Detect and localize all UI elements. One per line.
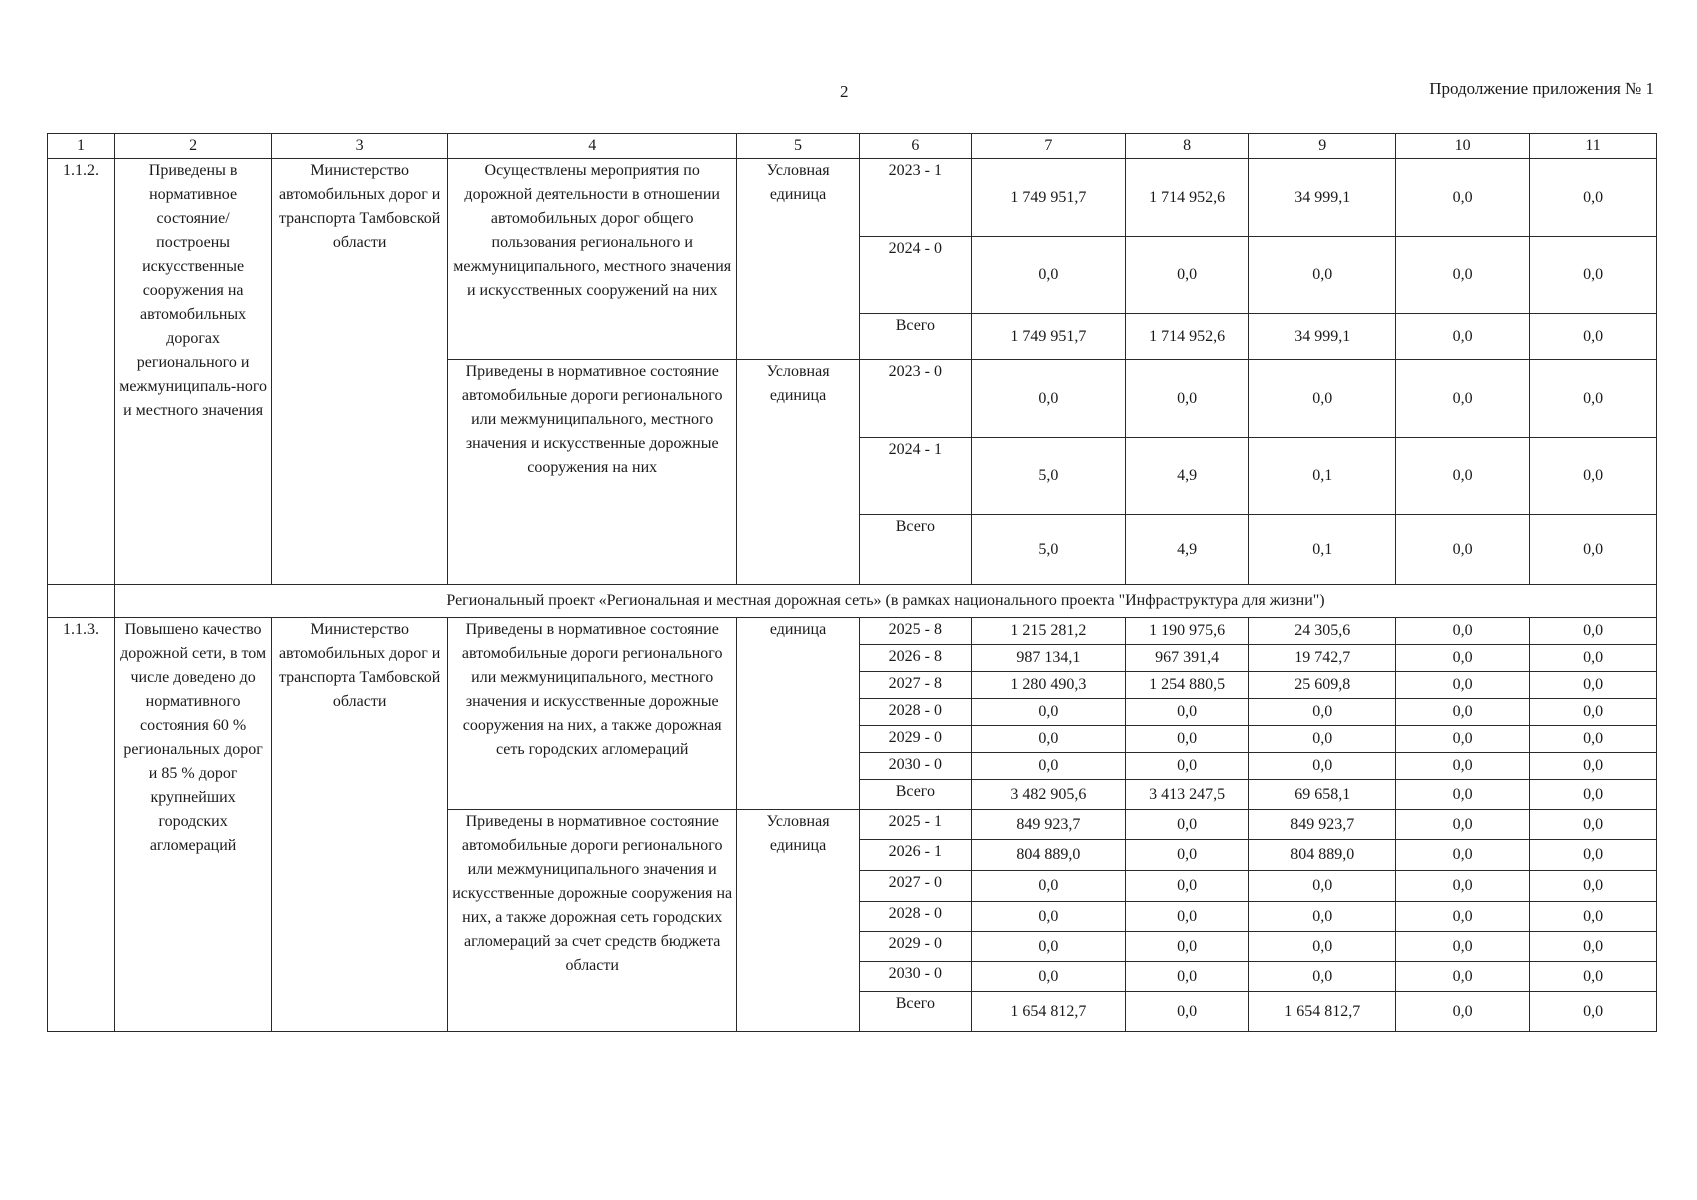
item-number: 1.1.2. — [48, 159, 115, 585]
column-header: 11 — [1530, 134, 1657, 159]
year-value-cell: 2030 - 0 — [859, 753, 971, 780]
column-header: 7 — [971, 134, 1125, 159]
amount-cell-c8: 4,9 — [1125, 515, 1249, 585]
column-header: 9 — [1249, 134, 1396, 159]
amount-cell-c7: 1 749 951,7 — [971, 314, 1125, 360]
amount-cell-c11: 0,0 — [1530, 871, 1657, 902]
amount-cell-c8: 0,0 — [1125, 962, 1249, 992]
amount-cell-c8: 1 254 880,5 — [1125, 672, 1249, 699]
amount-cell-c8: 967 391,4 — [1125, 645, 1249, 672]
amount-cell-c9: 34 999,1 — [1249, 159, 1396, 237]
amount-cell-c11: 0,0 — [1530, 753, 1657, 780]
column-header: 5 — [737, 134, 860, 159]
amount-cell-c10: 0,0 — [1396, 962, 1530, 992]
amount-cell-c8: 3 413 247,5 — [1125, 780, 1249, 810]
amount-cell-c11: 0,0 — [1530, 932, 1657, 962]
amount-cell-c11: 0,0 — [1530, 962, 1657, 992]
amount-cell-c8: 0,0 — [1125, 699, 1249, 726]
amount-cell-c11: 0,0 — [1530, 159, 1657, 237]
amount-cell-c7: 849 923,7 — [971, 810, 1125, 840]
amount-cell-c9: 34 999,1 — [1249, 314, 1396, 360]
year-value-cell: 2029 - 0 — [859, 932, 971, 962]
amount-cell-c11: 0,0 — [1530, 645, 1657, 672]
executor-cell: Министерство автомобильных дорог и транспорта Тамбовской области — [272, 618, 448, 1032]
amount-cell-c11: 0,0 — [1530, 810, 1657, 840]
amount-cell-c11: 0,0 — [1530, 438, 1657, 515]
amount-cell-c8: 1 190 975,6 — [1125, 618, 1249, 645]
amount-cell-c8: 0,0 — [1125, 932, 1249, 962]
amount-cell-c9: 0,0 — [1249, 871, 1396, 902]
amount-cell-c9: 69 658,1 — [1249, 780, 1396, 810]
amount-cell-c7: 1 654 812,7 — [971, 992, 1125, 1032]
amount-cell-c8: 0,0 — [1125, 992, 1249, 1032]
amount-cell-c10: 0,0 — [1396, 780, 1530, 810]
amount-cell-c8: 0,0 — [1125, 902, 1249, 932]
year-value-cell: 2024 - 0 — [859, 237, 971, 314]
executor-cell: Министерство автомобильных дорог и транспорта Тамбовской области — [272, 159, 448, 585]
amount-cell-c9: 849 923,7 — [1249, 810, 1396, 840]
amount-cell-c10: 0,0 — [1396, 699, 1530, 726]
column-numbers-row — [48, 134, 1657, 159]
amount-cell-c11: 0,0 — [1530, 672, 1657, 699]
amount-cell-c9: 804 889,0 — [1249, 840, 1396, 871]
project-title: Региональный проект «Региональная и местная дорожная сеть» (в рамках национального проекта "Инфраструктура для жизни") — [115, 585, 1657, 618]
column-header: 8 — [1125, 134, 1249, 159]
indicator-name: Приведены в нормативное состояние автомобильные дороги регионального или межмуниципального, местного значения и искусственные дорожные сооружения на них — [448, 360, 737, 585]
column-header: 3 — [272, 134, 448, 159]
year-value-cell: 2026 - 1 — [859, 840, 971, 871]
amount-cell-c9: 24 305,6 — [1249, 618, 1396, 645]
year-value-cell: 2027 - 8 — [859, 672, 971, 699]
result-description: Повышено качество дорожной сети, в том числе доведено до нормативного состояния 60 % региональных дорог и 85 % дорог крупнейших городских агломераций — [115, 618, 272, 1032]
unit-cell: Условная единица — [737, 360, 860, 585]
amount-cell-c8: 0,0 — [1125, 360, 1249, 438]
year-value-cell: 2028 - 0 — [859, 699, 971, 726]
amount-cell-c11: 0,0 — [1530, 360, 1657, 438]
amount-cell-c9: 19 742,7 — [1249, 645, 1396, 672]
amount-cell-c8: 0,0 — [1125, 871, 1249, 902]
amount-cell-c9: 0,0 — [1249, 360, 1396, 438]
amount-cell-c9: 0,0 — [1249, 726, 1396, 753]
amount-cell-c8: 0,0 — [1125, 840, 1249, 871]
amount-cell-c10: 0,0 — [1396, 360, 1530, 438]
amount-cell-c9: 0,0 — [1249, 237, 1396, 314]
table-row — [48, 159, 1657, 237]
amount-cell-c7: 1 215 281,2 — [971, 618, 1125, 645]
amount-cell-c10: 0,0 — [1396, 645, 1530, 672]
year-value-cell: 2023 - 1 — [859, 159, 971, 237]
amount-cell-c10: 0,0 — [1396, 159, 1530, 237]
year-value-cell: 2025 - 8 — [859, 618, 971, 645]
year-value-cell: 2025 - 1 — [859, 810, 971, 840]
amount-cell-c9: 0,0 — [1249, 699, 1396, 726]
amount-cell-c9: 0,1 — [1249, 438, 1396, 515]
amount-cell-c7: 987 134,1 — [971, 645, 1125, 672]
amount-cell-c8: 0,0 — [1125, 810, 1249, 840]
amount-cell-c10: 0,0 — [1396, 871, 1530, 902]
unit-cell: Условная единица — [737, 810, 860, 1032]
continuation-label: Продолжение приложения № 1 — [1429, 79, 1654, 98]
amount-cell-c11: 0,0 — [1530, 780, 1657, 810]
amount-cell-c9: 0,1 — [1249, 515, 1396, 585]
amount-cell-c7: 3 482 905,6 — [971, 780, 1125, 810]
result-description: Приведены в нормативное состояние/ построены искусственные сооружения на автомобильных дорогах регионального и межмуниципаль-ного и местного значения — [115, 159, 272, 585]
amount-cell-c7: 0,0 — [971, 871, 1125, 902]
year-value-cell: 2023 - 0 — [859, 360, 971, 438]
amount-cell-c11: 0,0 — [1530, 840, 1657, 871]
year-value-cell: 2028 - 0 — [859, 902, 971, 932]
amount-cell-c7: 0,0 — [971, 962, 1125, 992]
amount-cell-c8: 0,0 — [1125, 753, 1249, 780]
year-value-cell: 2024 - 1 — [859, 438, 971, 515]
budget-table — [47, 133, 1657, 1032]
amount-cell-c7: 5,0 — [971, 438, 1125, 515]
project-row — [48, 585, 1657, 618]
amount-cell-c7: 0,0 — [971, 699, 1125, 726]
amount-cell-c8: 0,0 — [1125, 237, 1249, 314]
amount-cell-c10: 0,0 — [1396, 314, 1530, 360]
column-header: 6 — [859, 134, 971, 159]
amount-cell-c9: 0,0 — [1249, 962, 1396, 992]
amount-cell-c9: 0,0 — [1249, 902, 1396, 932]
item-number: 1.1.3. — [48, 618, 115, 1032]
amount-cell-c8: 0,0 — [1125, 726, 1249, 753]
amount-cell-c9: 1 654 812,7 — [1249, 992, 1396, 1032]
year-value-cell: Всего — [859, 314, 971, 360]
column-header: 2 — [115, 134, 272, 159]
amount-cell-c9: 0,0 — [1249, 753, 1396, 780]
amount-cell-c10: 0,0 — [1396, 618, 1530, 645]
amount-cell-c10: 0,0 — [1396, 902, 1530, 932]
column-header: 1 — [48, 134, 115, 159]
year-value-cell: Всего — [859, 992, 971, 1032]
amount-cell-c7: 0,0 — [971, 902, 1125, 932]
year-value-cell: Всего — [859, 515, 971, 585]
amount-cell-c7: 1 280 490,3 — [971, 672, 1125, 699]
indicator-name: Приведены в нормативное состояние автомобильные дороги регионального или межмуниципального значения и искусственные дорожные сооружения на них, а также дорожная сеть городских агломераций за счет средств бюджета области — [448, 810, 737, 1032]
year-value-cell: 2030 - 0 — [859, 962, 971, 992]
amount-cell-c7: 0,0 — [971, 932, 1125, 962]
amount-cell-c7: 0,0 — [971, 753, 1125, 780]
amount-cell-c7: 0,0 — [971, 237, 1125, 314]
amount-cell-c9: 0,0 — [1249, 932, 1396, 962]
amount-cell-c11: 0,0 — [1530, 618, 1657, 645]
amount-cell-c11: 0,0 — [1530, 699, 1657, 726]
amount-cell-c8: 1 714 952,6 — [1125, 159, 1249, 237]
column-header: 10 — [1396, 134, 1530, 159]
amount-cell-c7: 5,0 — [971, 515, 1125, 585]
amount-cell-c7: 0,0 — [971, 726, 1125, 753]
amount-cell-c10: 0,0 — [1396, 992, 1530, 1032]
amount-cell-c9: 25 609,8 — [1249, 672, 1396, 699]
unit-cell: Условная единица — [737, 159, 860, 360]
page-number: 2 — [840, 82, 849, 101]
amount-cell-c11: 0,0 — [1530, 314, 1657, 360]
amount-cell-c10: 0,0 — [1396, 753, 1530, 780]
unit-cell: единица — [737, 618, 860, 810]
amount-cell-c10: 0,0 — [1396, 810, 1530, 840]
amount-cell-c10: 0,0 — [1396, 932, 1530, 962]
amount-cell-c10: 0,0 — [1396, 726, 1530, 753]
project-empty-cell — [48, 585, 115, 618]
amount-cell-c10: 0,0 — [1396, 672, 1530, 699]
amount-cell-c8: 1 714 952,6 — [1125, 314, 1249, 360]
amount-cell-c7: 0,0 — [971, 360, 1125, 438]
year-value-cell: Всего — [859, 780, 971, 810]
amount-cell-c11: 0,0 — [1530, 992, 1657, 1032]
amount-cell-c7: 804 889,0 — [971, 840, 1125, 871]
amount-cell-c11: 0,0 — [1530, 902, 1657, 932]
indicator-name: Осуществлены мероприятия по дорожной деятельности в отношении автомобильных дорог общего пользования регионального и межмуниципального, местного значения и искусственных сооружений на них — [448, 159, 737, 360]
year-value-cell: 2029 - 0 — [859, 726, 971, 753]
year-value-cell: 2026 - 8 — [859, 645, 971, 672]
amount-cell-c10: 0,0 — [1396, 237, 1530, 314]
column-header: 4 — [448, 134, 737, 159]
year-value-cell: 2027 - 0 — [859, 871, 971, 902]
amount-cell-c10: 0,0 — [1396, 840, 1530, 871]
amount-cell-c11: 0,0 — [1530, 726, 1657, 753]
amount-cell-c10: 0,0 — [1396, 438, 1530, 515]
amount-cell-c11: 0,0 — [1530, 515, 1657, 585]
table-row — [48, 618, 1657, 645]
amount-cell-c8: 4,9 — [1125, 438, 1249, 515]
amount-cell-c11: 0,0 — [1530, 237, 1657, 314]
amount-cell-c10: 0,0 — [1396, 515, 1530, 585]
amount-cell-c7: 1 749 951,7 — [971, 159, 1125, 237]
indicator-name: Приведены в нормативное состояние автомобильные дороги регионального или межмуниципального, местного значения и искусственные дорожные сооружения на них, а также дорожная сеть городских агломераций — [448, 618, 737, 810]
